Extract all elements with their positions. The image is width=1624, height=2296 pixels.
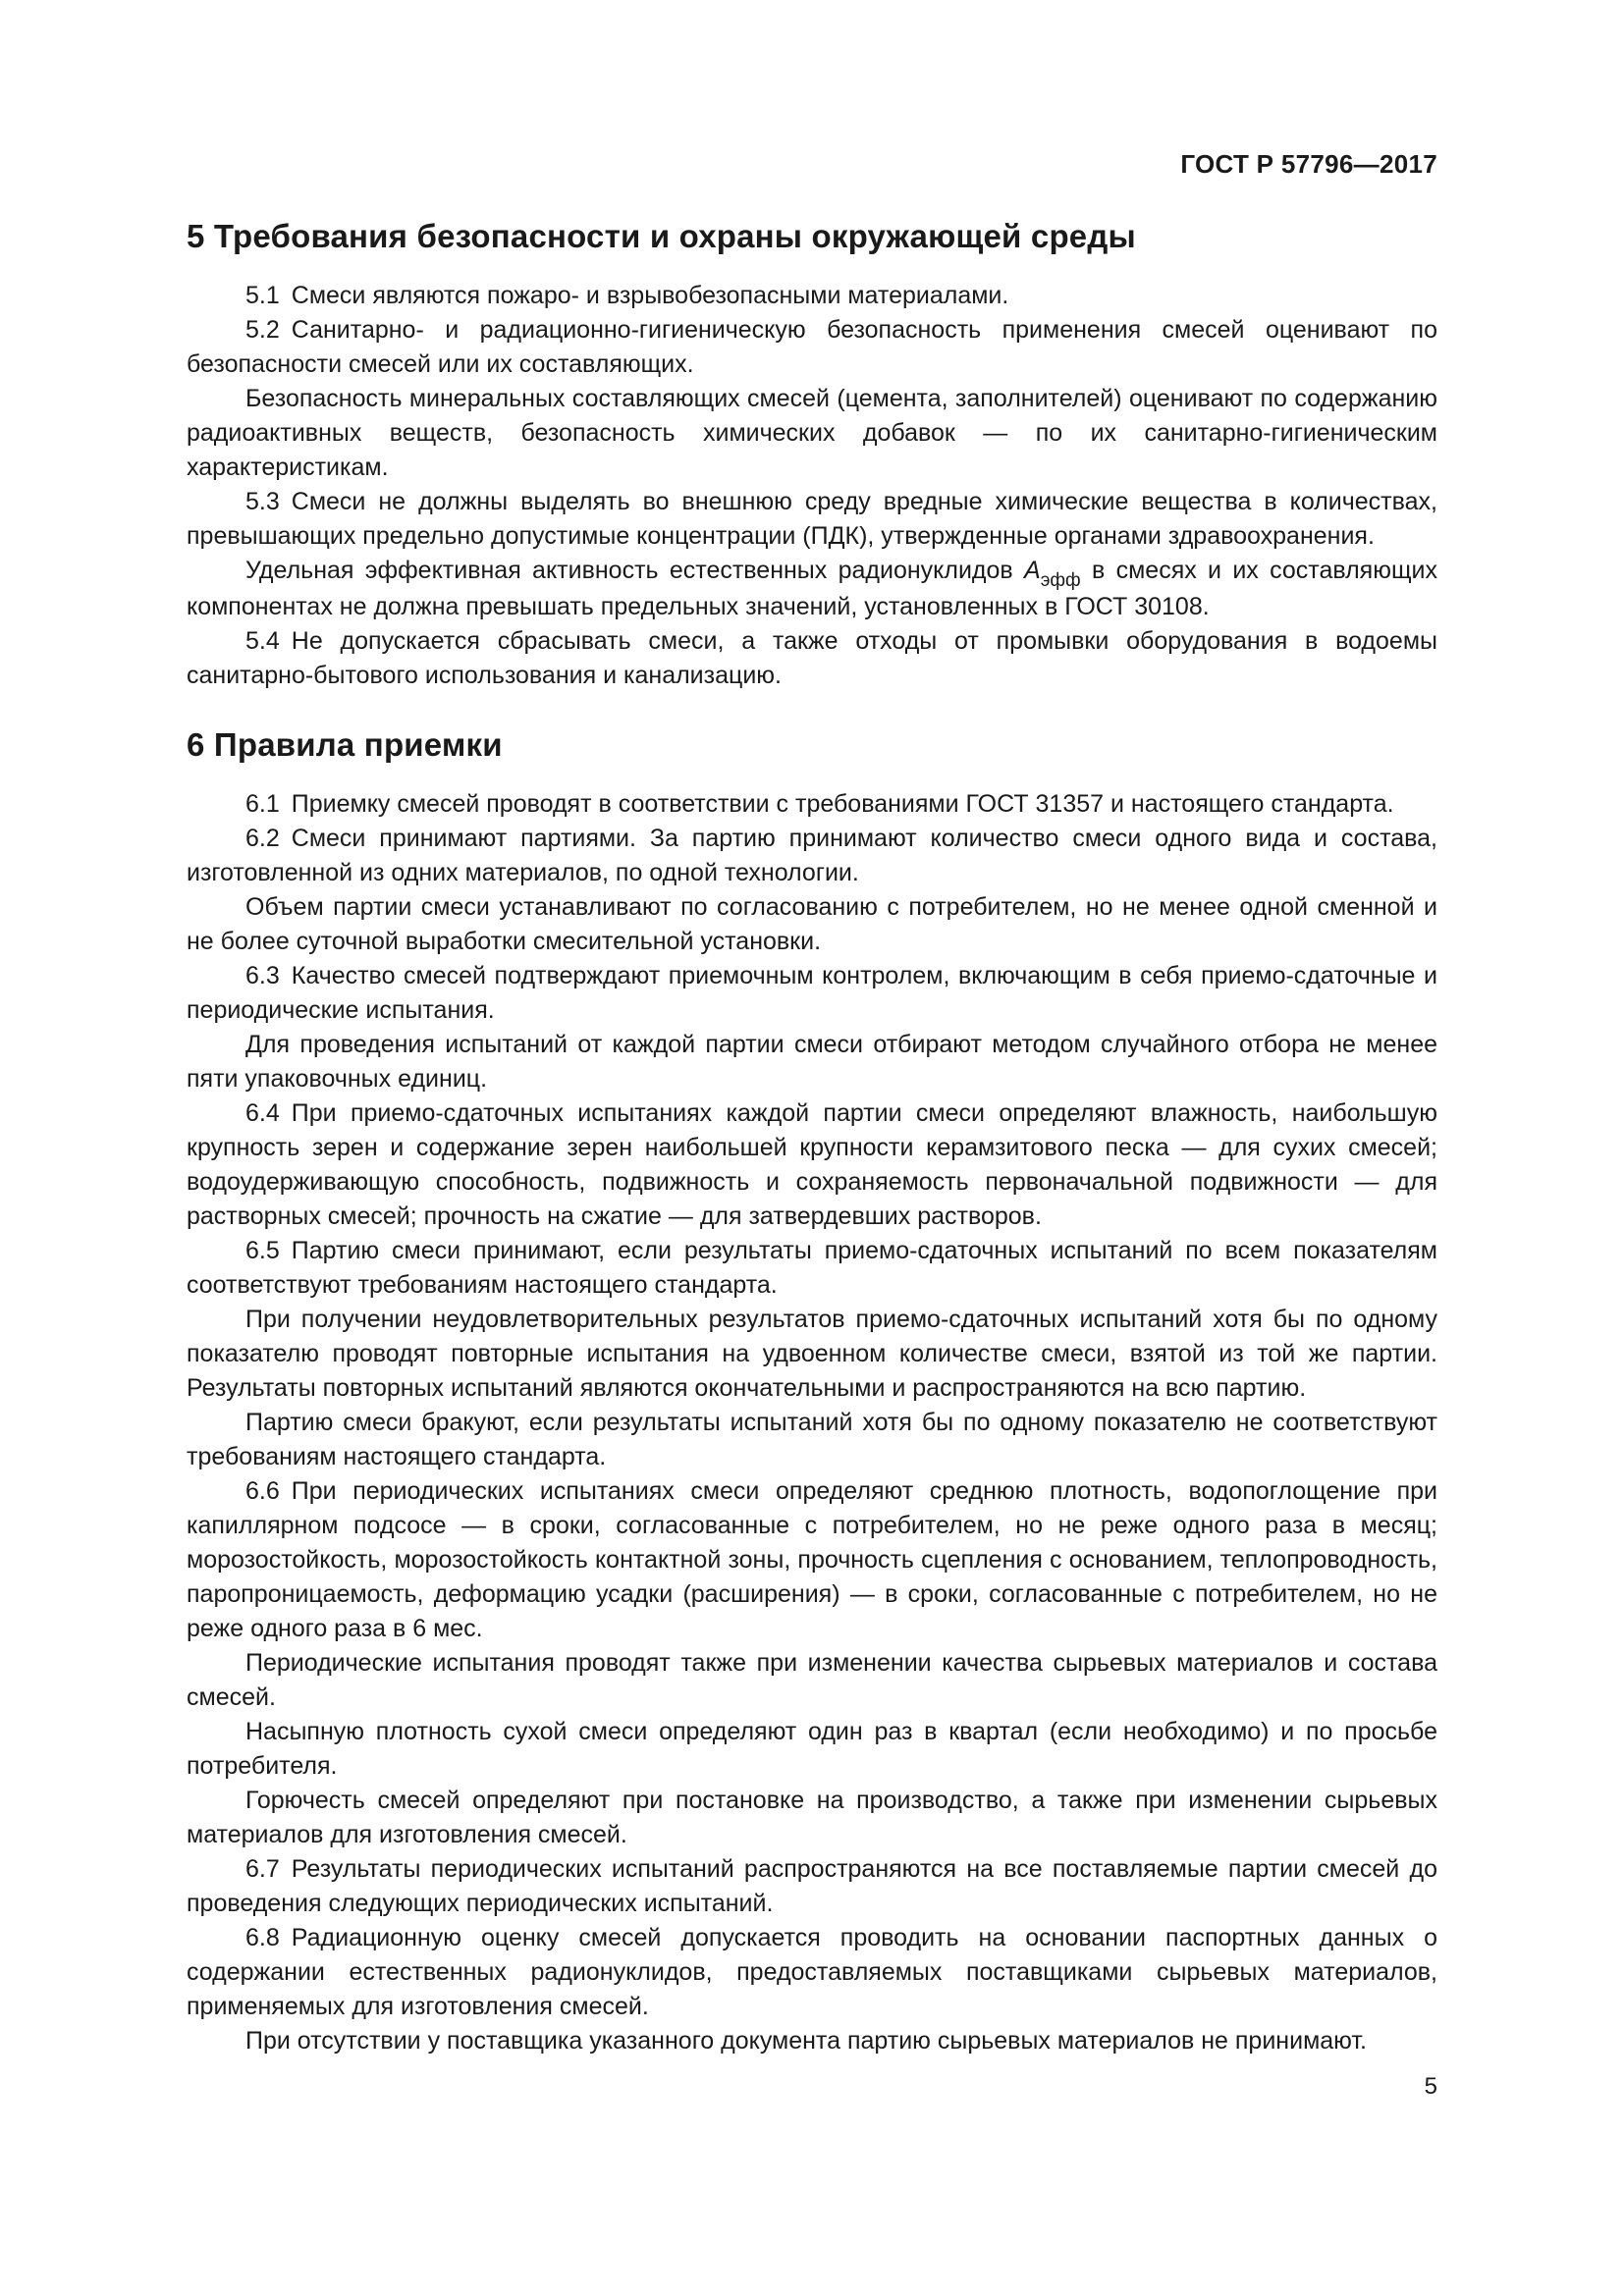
paragraph-6-6-flammability: Горючесть смесей определяют при постановке на производство, а также при изменении сырьевых материалов для изготовления смесей. <box>187 1787 1437 1848</box>
section-5-title: 5 Требования безопасности и охраны окружающей среды <box>187 218 1136 254</box>
paragraph-text: Партию смеси принимают, если результаты приемо-сдаточных испытаний по всем показателям соответствуют требованиям настоящего стандарта. <box>187 1237 1437 1299</box>
paragraph-6-5 <box>187 1234 1437 1303</box>
paragraph-text: Радиационную оценку смесей допускается проводить на основании паспортных данных о содержании естественных радионуклидов, предоставляемых поставщиками сырьевых материалов, применяемых для изготовления смесей. <box>187 1924 1437 2020</box>
paragraph-text: Смеси не должны выделять во внешнюю среду вредные химические вещества в количествах, превышающих предельно допустимые концентрации (ПДК), утвержденные органами здравоохранения. <box>187 488 1437 550</box>
paragraph-text: При периодических испытаниях смеси определяют среднюю плотность, водопоглощение при капиллярном подсосе — в сроки, согласованные с потребителем, но не реже одного раза в месяц; морозостойкость, морозостойкость контактной зоны, прочность сцепления с основанием, теплопроводность, паропроницаемость, деформацию усадки (расширения) — в сроки, согласованные с потребителем, но не реже одного раза в 6 мес. <box>187 1477 1437 1642</box>
paragraph-text: Приемку смесей проводят в соответствии с требованиями ГОСТ 31357 и настоящего стандарта. <box>291 790 1394 818</box>
paragraph-6-1 <box>187 787 1437 822</box>
paragraph-6-7 <box>187 1852 1437 1921</box>
document-body <box>187 218 1437 2058</box>
paragraph-text: Санитарно- и радиационно-гигиеническую безопасность применения смесей оценивают по безопасности смесей или их составляющих. <box>187 316 1437 378</box>
paragraph-number: 6.1 <box>245 790 280 818</box>
page-number: 5 <box>1424 2073 1437 2100</box>
paragraph-6-6 <box>187 1474 1437 1646</box>
paragraph-6-8-no-document: При отсутствии у поставщика указанного документа партию сырьевых материалов не принимают. <box>245 2027 1367 2055</box>
section-6-title: 6 Правила приемки <box>187 726 503 763</box>
activity-symbol: А <box>1024 557 1041 584</box>
paragraph-6-6-periodic: Периодические испытания проводят также при изменении качества сырьевых материалов и состава смесей. <box>187 1649 1437 1711</box>
paragraph-6-6-bulk-density: Насыпную плотность сухой смеси определяют один раз в квартал (если необходимо) и по просьбе потребителя. <box>187 1718 1437 1780</box>
paragraph-text: Не допускается сбрасывать смеси, а также отходы от промывки оборудования в водоемы санитарно-бытового использования и канализацию. <box>187 627 1437 689</box>
paragraph-text: Качество смесей подтверждают приемочным контролем, включающим в себя приемо-сдаточные и периодические испытания. <box>187 962 1437 1024</box>
paragraph-5-1 <box>187 279 1437 313</box>
paragraph-6-3-sampling: Для проведения испытаний от каждой партии смеси отбирают методом случайного отбора не менее пяти упаковочных единиц. <box>187 1031 1437 1093</box>
paragraph-number: 6.5 <box>245 1237 280 1264</box>
paragraph-number: 6.8 <box>245 1924 280 1951</box>
paragraph-6-2-volume: Объем партии смеси устанавливают по согласованию с потребителем, но не менее одной сменной и не более суточной выработки смесительной установки. <box>187 893 1437 955</box>
paragraph-number: 6.4 <box>245 1099 280 1127</box>
paragraph-6-2 <box>187 822 1437 890</box>
paragraph-5-3-activity <box>187 554 1437 624</box>
paragraph-number: 5.1 <box>245 282 280 309</box>
paragraph-number: 6.3 <box>245 962 280 989</box>
paragraph-5-4 <box>187 624 1437 693</box>
paragraph-6-5-retest: При получении неудовлетворительных результатов приемо-сдаточных испытаний хотя бы по одному показателю проводят повторные испытания на удвоенном количестве смеси, взятой из той же партии. Результаты повторных испытаний являются окончательными и распространяются на всю партию. <box>187 1306 1437 1402</box>
paragraph-text: Результаты периодических испытаний распространяются на все поставляемые партии смесей до проведения следующих периодических испытаний. <box>187 1855 1437 1917</box>
paragraph-number: 6.2 <box>245 825 280 852</box>
paragraph-text: Удельная эффективная активность естественных радионуклидов <box>245 557 1025 584</box>
paragraph-6-5-reject: Партию смеси бракуют, если результаты испытаний хотя бы по одному показателю не соответствуют требованиям настоящего стандарта. <box>187 1409 1437 1470</box>
paragraph-text: Смеси принимают партиями. За партию принимают количество смеси одного вида и состава, изготовленной из одних материалов, по одной технологии. <box>187 825 1437 886</box>
paragraph-6-8 <box>187 1921 1437 2024</box>
document-code: ГОСТ Р 57796—2017 <box>1180 149 1437 179</box>
paragraph-text: в смесях и их составляющих компонентах не должна превышать предельных значений, установленных в ГОСТ 30108. <box>187 557 1437 620</box>
activity-subscript: эфф <box>1040 570 1081 591</box>
paragraph-6-3 <box>187 959 1437 1028</box>
paragraph-number: 6.7 <box>245 1855 280 1883</box>
paragraph-5-3 <box>187 485 1437 554</box>
paragraph-text: Смеси являются пожаро- и взрывобезопасными материалами. <box>291 282 1009 309</box>
paragraph-number: 6.6 <box>245 1477 280 1505</box>
paragraph-number: 5.4 <box>245 627 280 655</box>
paragraph-6-4 <box>187 1096 1437 1234</box>
paragraph-number: 5.3 <box>245 488 280 515</box>
paragraph-text: При приемо-сдаточных испытаниях каждой партии смеси определяют влажность, наибольшую крупность зерен и содержание зерен наибольшей крупности керамзитового песка — для сухих смесей; водоудерживающую способность, подвижность и сохраняемость первоначальной подвижности — для растворных смесей; прочность на сжатие — для затвердевших растворов. <box>187 1099 1437 1230</box>
paragraph-5-2-mineral: Безопасность минеральных составляющих смесей (цемента, заполнителей) оценивают по содержанию радиоактивных веществ, безопасность химических добавок — по их санитарно-гигиеническим характеристикам. <box>187 385 1437 481</box>
paragraph-number: 5.2 <box>245 316 280 344</box>
paragraph-5-2 <box>187 313 1437 382</box>
